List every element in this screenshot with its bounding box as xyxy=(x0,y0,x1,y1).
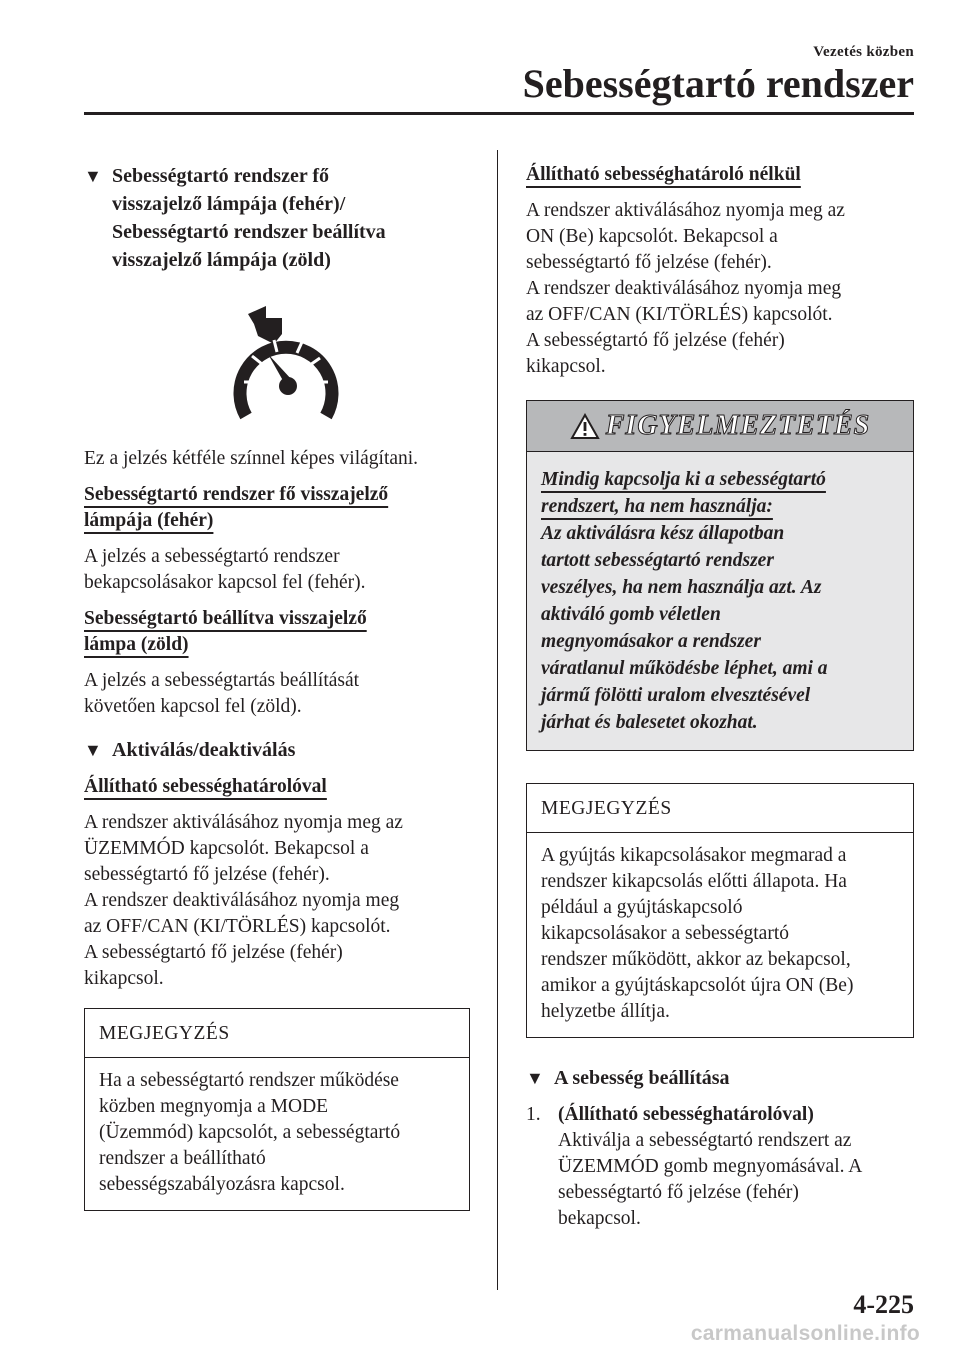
triangle-bullet-icon: ▼ xyxy=(526,1068,544,1088)
triangle-bullet-icon: ▼ xyxy=(84,166,102,186)
step-number: 1. xyxy=(526,1104,541,1125)
subheading-set-lamp-green: Sebességtartó beállítva visszajelző lámpa (zöld) xyxy=(84,608,367,655)
note-box-mode xyxy=(84,1008,470,1211)
section-heading-indicator-lamps: ▼ Sebességtartó rendszer fő visszajelző lámpája (fehér)/ Sebességtartó rendszer beállítva visszajelző lámpája (zöld) xyxy=(84,162,474,274)
note-title: MEGJEGYZÉS xyxy=(527,784,913,833)
step-1 xyxy=(526,1102,916,1232)
note-box-ignition xyxy=(526,783,914,1038)
paragraph-line: követően kapcsol fel (zöld). xyxy=(84,696,302,717)
activation-paragraph-no-limiter: A rendszer aktiválásához nyomja meg az ON (Be) kapcsolót. Bekapcsol a sebességtartó fő jelzése (fehér). A rendszer deaktiválásához nyomja meg az OFF/CAN (KI/TÖRLÉS) kapcsolót. A sebességtartó fő jelzése (fehér) kikapcsol. xyxy=(526,200,845,377)
warning-body: Mindig kapcsolja ki a sebességtartó rendszert, ha nem használja: Az aktiválásra kész állapotban tartott sebességtartó rendszer veszélyes, ha nem használja azt. Az aktiváló gomb véletlen megnyomásakor a rendszer váratlanul működésbe léphet, ami a jármű fölötti uralom elvesztésével járhat és balesetet okozhat. xyxy=(541,469,828,733)
subheading-main-lamp-white: Sebességtartó rendszer fő visszajelző lámpája (fehér) xyxy=(84,484,389,531)
section-heading-speed-setting: ▼ A sebesség beállítása xyxy=(526,1064,916,1092)
warning-title: FIGYELMEZTETÉS xyxy=(605,410,871,441)
watermark: carmanualsonline.info xyxy=(690,1322,920,1345)
activation-paragraph: A rendszer aktiválásához nyomja meg az ÜZEMMÓD kapcsolót. Bekapcsol a sebességtartó fő jelzése (fehér). A rendszer deaktiválásához nyomja meg az OFF/CAN (KI/TÖRLÉS) kapcsolót. A sebességtartó fő jelzése (fehér) kikapcsol. xyxy=(84,812,403,989)
header-rule xyxy=(84,112,914,115)
chapter-label: Vezetés közben xyxy=(813,44,914,60)
page-title: Sebességtartó rendszer xyxy=(522,61,914,106)
subheading-without-limiter: Állítható sebességhatároló nélkül xyxy=(526,164,801,185)
warning-box xyxy=(526,400,914,751)
cruise-control-speedometer-icon xyxy=(230,306,340,424)
page-number: 4-225 xyxy=(853,1290,914,1319)
step-content: (Állítható sebességhatárolóval) Aktiválja a sebességtartó rendszert az ÜZEMMÓD gomb megnyomásával. A sebességtartó fő jelzése (fehér) bekapcsol. xyxy=(558,1104,863,1229)
warning-triangle-icon xyxy=(570,413,600,440)
right-column xyxy=(526,162,916,1232)
intro-text: Ez a jelzés kétféle színnel képes világítani. xyxy=(84,448,419,469)
paragraph-line: A jelzés a sebességtartás beállítását xyxy=(84,670,360,691)
section-heading-activation: ▼ Aktiválás/deaktiválás xyxy=(84,736,474,764)
note-body: A gyújtás kikapcsolásakor megmarad a rendszer kikapcsolás előtti állapota. Ha például a gyújtáskapcsoló kikapcsolásakor a sebességtartó rendszer működött, akkor az bekapcsol, amikor a gyújtáskapcsolót újra ON (Be) helyzetbe állítja. xyxy=(541,845,854,1022)
triangle-bullet-icon: ▼ xyxy=(84,740,102,760)
warning-header xyxy=(527,401,913,452)
paragraph-line: A jelzés a sebességtartó rendszer xyxy=(84,546,340,567)
note-title: MEGJEGYZÉS xyxy=(85,1009,469,1058)
subheading-with-limiter: Állítható sebességhatárolóval xyxy=(84,776,327,797)
paragraph-line: bekapcsolásakor kapcsol fel (fehér). xyxy=(84,572,366,593)
note-body: Ha a sebességtartó rendszer működése közben megnyomja a MODE (Üzemmód) kapcsolót, a sebességtartó rendszer a beállítható sebességszabályozásra kapcsol. xyxy=(99,1070,401,1195)
column-divider xyxy=(497,150,498,1290)
left-column xyxy=(84,162,474,1211)
